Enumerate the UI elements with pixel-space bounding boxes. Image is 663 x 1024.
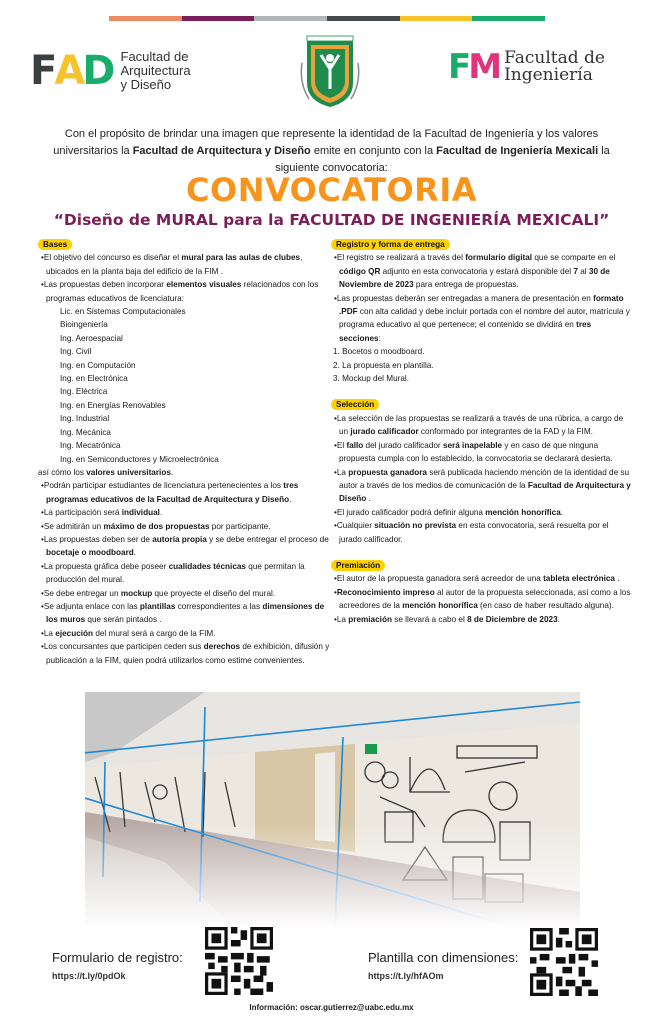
text-bold: dimensiones de los muros xyxy=(46,601,325,625)
text: así cómo los xyxy=(38,467,87,477)
page-title: CONVOCATORIA xyxy=(186,171,477,209)
form-url-link[interactable]: https://t.ly/0pdOk xyxy=(52,971,126,981)
text-bold: situación no prevista xyxy=(374,521,457,531)
list-item xyxy=(331,519,631,546)
text: por participante. xyxy=(209,521,271,531)
fim-logo xyxy=(448,47,605,87)
text-bold: jurado calificador xyxy=(350,427,419,437)
fad-logo-line: y Diseño xyxy=(120,77,172,92)
list-item xyxy=(331,439,631,466)
fim-logo-line: Facultad de xyxy=(504,48,605,68)
color-segment xyxy=(254,16,327,21)
text: El jurado calificador podrá definir alguna xyxy=(336,507,486,517)
text: Las propuestas deberán ser entregadas a manera de presentación en xyxy=(336,293,594,303)
text-bold: ejecución xyxy=(55,628,94,638)
text: La propuesta gráfica debe poseer xyxy=(43,561,169,571)
text: (en caso de haber resultado alguna). xyxy=(477,601,614,611)
list-item xyxy=(331,506,631,519)
program-item: Ing. en Semiconductores y Microelectrónica xyxy=(60,454,219,464)
program-item: Lic. en Sistemas Computacionales xyxy=(60,307,186,317)
template-label: Plantilla con dimensiones: xyxy=(368,950,519,965)
text: Las propuestas deben incorporar xyxy=(43,280,167,290)
text-bold: valores universitarios xyxy=(86,467,171,477)
text: Se admitirán un xyxy=(43,521,104,531)
text-bold: premiación xyxy=(348,614,392,624)
text: del jurado calificador xyxy=(363,440,443,450)
program-item: Ing. Civil xyxy=(60,347,92,357)
text-bold: formulario digital xyxy=(465,253,533,263)
intro-bold: Facultad de Arquitectura y Diseño xyxy=(132,145,311,157)
spacer xyxy=(331,385,631,398)
text: con alta calidad y debe incluir portada con el nombre del autor, matrícula y programa educativo al que pertenece; el contenido se dividirá en xyxy=(339,307,630,330)
qr-code-template[interactable] xyxy=(530,928,598,996)
bases-section xyxy=(38,238,330,667)
fad-logo-text xyxy=(121,50,191,92)
text: y se debe entregar el proceso de xyxy=(206,534,329,544)
fim-letter-f: F xyxy=(448,47,469,87)
text: La xyxy=(336,614,349,624)
program-item: Ing. Aeroespacial xyxy=(60,333,123,343)
list-item xyxy=(38,278,330,305)
text: El objetivo del concurso es diseñar el xyxy=(43,253,182,263)
intro-text: emite en conjunto con la xyxy=(310,145,437,157)
text: El autor de la propuesta ganadora será acreedor de una xyxy=(336,574,544,584)
text-bold: tableta electrónica xyxy=(543,574,615,584)
list-item xyxy=(331,466,631,506)
section-step: 1. Bocetos o moodboard. xyxy=(333,347,425,357)
list-item xyxy=(331,292,631,346)
section-tag-premiacion: Premiación xyxy=(331,560,385,571)
text-bold: mural para las aulas de clubes xyxy=(181,253,301,263)
text: para entrega de propuestas. xyxy=(413,280,519,290)
text: del mural será a cargo de la FIM. xyxy=(93,628,216,638)
list-item xyxy=(331,613,631,626)
fad-letter-f: F xyxy=(30,48,55,94)
text-bold: 7 xyxy=(573,266,578,276)
color-bar xyxy=(109,16,545,21)
fad-letter-a: A xyxy=(54,48,83,94)
contact-info: Información: oscar.gutierrez@uabc.edu.mx xyxy=(249,1003,414,1012)
list-item xyxy=(38,479,330,506)
section-tag-registro: Registro y forma de entrega xyxy=(331,239,450,250)
text: . xyxy=(560,507,564,517)
text-bold: Reconocimiento impreso xyxy=(336,587,435,597)
text-bold: fallo xyxy=(346,440,364,450)
color-segment xyxy=(327,16,400,21)
program-item: Ing. Mecatrónica xyxy=(60,441,121,451)
text-bold: será inapelable xyxy=(442,440,503,450)
list-item xyxy=(38,627,330,640)
template-url-link[interactable]: https://t.ly/hfAOm xyxy=(368,971,444,981)
qr-code-form[interactable] xyxy=(205,927,273,995)
text-bold: mockup xyxy=(120,588,153,598)
text-bold: formato .PDF xyxy=(339,293,624,317)
fad-logo xyxy=(30,50,191,92)
text-bold: individual xyxy=(121,508,160,518)
text: al autor de la propuesta seleccionada, así como a los acreedores de la xyxy=(339,587,631,611)
fim-letter-m: M xyxy=(468,47,500,87)
text: : xyxy=(378,333,381,343)
program-item: Ing. Mecánica xyxy=(60,427,111,437)
text: que serán pintados . xyxy=(85,615,162,625)
program-item: Bioingeniería xyxy=(60,320,108,330)
text-bold: Facultad de Arquitectura y Diseño xyxy=(339,480,631,504)
text: Podrán participar estudiantes de licenciatura pertenecientes a los xyxy=(43,481,284,491)
text-bold: elementos visuales xyxy=(166,280,242,290)
section-step: 2. La propuesta en plantilla. xyxy=(333,360,434,370)
list-item xyxy=(38,600,330,627)
text: adjunto en esta convocatoria y estará disponible del xyxy=(380,266,574,276)
list-item xyxy=(38,506,330,519)
text: . xyxy=(289,494,292,504)
text-bold: bocetaje o moodboard xyxy=(46,548,134,558)
text: que permitan la producción del mural. xyxy=(46,561,305,585)
text: al xyxy=(577,266,589,276)
text: . xyxy=(170,467,174,477)
section-step: 3. Mockup del Mural. xyxy=(333,374,409,384)
text: conformado por integrantes de la FAD y la FIM. xyxy=(418,427,593,437)
fim-logo-text xyxy=(504,50,605,84)
text: La xyxy=(336,467,349,477)
list-item xyxy=(331,586,631,613)
program-item: Ing. en Energías Renovables xyxy=(60,400,166,410)
right-column xyxy=(331,238,631,626)
fad-logo-line: Arquitectura xyxy=(120,63,191,78)
text: y en caso de que ninguna propuesta cumpla con lo establecido, la convocatoria se declarará desierta. xyxy=(339,440,613,464)
color-segment xyxy=(400,16,473,21)
text: . xyxy=(366,494,371,504)
text: El xyxy=(336,440,347,450)
text-bold: plantillas xyxy=(139,601,176,611)
text: que se comparte en el xyxy=(532,253,616,263)
text: La participación será xyxy=(43,508,122,518)
program-item: Ing. en Electrónica xyxy=(60,374,128,384)
list-item xyxy=(38,587,330,600)
intro-bold: Facultad de Ingeniería Mexicali xyxy=(436,145,599,157)
fad-logo-line: Facultad de xyxy=(120,49,189,64)
fim-logo-mark xyxy=(448,47,500,87)
text: , ubicados en la planta baja del edificio de la FIM . xyxy=(46,253,303,276)
form-label: Formulario de registro: xyxy=(52,950,183,965)
color-segment xyxy=(109,16,182,21)
text-bold: tres programas educativos de la Facultad de Arquitectura y Diseño xyxy=(46,481,299,504)
text: será publicada haciendo mención de la identidad de su autor a través de los medios de comunicación de la xyxy=(339,467,630,490)
program-item: Ing. en Computación xyxy=(60,360,136,370)
text: en esta convocatoria, será resuelta por el jurado calificador. xyxy=(339,521,609,544)
text: La selección de las propuestas se realizará a través de una rúbrica, a cargo de un xyxy=(336,413,624,437)
intro-text: Con el propósito de brindar una imagen que represente la identidad de la Facultad de Ingeniería y los valores universitarios la xyxy=(53,128,599,157)
section-tag-seleccion: Selección xyxy=(331,399,379,410)
text: relacionados con los programas educativos de licenciatura: xyxy=(46,280,319,303)
text-bold: máximo de dos propuestas xyxy=(103,521,210,531)
list-item xyxy=(331,572,631,585)
color-segment xyxy=(182,16,255,21)
text: de exhibición, difusión y publicación a la FIM, quien podrá utilizarlos como estime convenientes. xyxy=(46,642,330,665)
text: El registro se realizará a través del xyxy=(336,253,466,263)
text-bold: propuesta ganadora xyxy=(348,467,427,477)
text-bold: mención honorífica xyxy=(485,507,561,517)
text: . xyxy=(133,548,137,558)
fim-logo-line: Ingeniería xyxy=(504,65,593,85)
text-bold: cualidades técnicas xyxy=(168,561,246,571)
intro-paragraph xyxy=(40,126,623,177)
text: correspondientes a las xyxy=(175,601,263,611)
program-item: Ing. Eléctrica xyxy=(60,387,108,397)
text: . xyxy=(159,508,163,518)
hallway-mural-photo xyxy=(85,692,580,928)
fad-logo-mark xyxy=(30,48,113,94)
text: se llevará a cabo el xyxy=(391,614,468,624)
list-item xyxy=(38,640,330,667)
text-bold: 8 de Diciembre de 2023 xyxy=(467,614,558,624)
list-item xyxy=(331,251,631,291)
program-item: Ing. Industrial xyxy=(60,414,110,424)
text: . xyxy=(557,614,560,624)
list-item xyxy=(38,560,330,587)
text-bold: 30 de Noviembre de 2023 xyxy=(339,266,610,290)
text-bold: tres secciones xyxy=(339,320,592,343)
list-item xyxy=(38,533,330,560)
text-bold: mención honorífica xyxy=(402,601,478,611)
text-bold: código QR xyxy=(339,266,381,276)
text: Cualquier xyxy=(336,521,375,531)
list-item xyxy=(331,412,631,439)
text: La xyxy=(43,628,56,638)
text-bold: autoría propia xyxy=(152,534,207,544)
list-item xyxy=(38,520,330,533)
text-bold: derechos xyxy=(203,642,241,652)
text: Los concursantes que participen ceden sus xyxy=(43,642,204,652)
spacer xyxy=(331,546,631,559)
list-item xyxy=(38,251,330,278)
intro-text: la siguiente convocatoria: xyxy=(275,145,610,174)
uabc-seal-icon xyxy=(299,33,361,111)
color-segment xyxy=(472,16,545,21)
text: que proyecte el diseño del mural. xyxy=(152,588,276,598)
values-line xyxy=(38,466,330,479)
section-tag-bases: Bases xyxy=(38,239,72,250)
text: Se adjunta enlace con las xyxy=(43,601,140,611)
text: Se debe entregar un xyxy=(43,588,121,598)
page-subtitle: “Diseño de MURAL para la FACULTAD DE INGENIERÍA MEXICALI” xyxy=(53,211,610,229)
text: . xyxy=(614,574,620,584)
fad-letter-d: D xyxy=(82,48,113,94)
text: Las propuestas deben ser de xyxy=(43,534,153,544)
